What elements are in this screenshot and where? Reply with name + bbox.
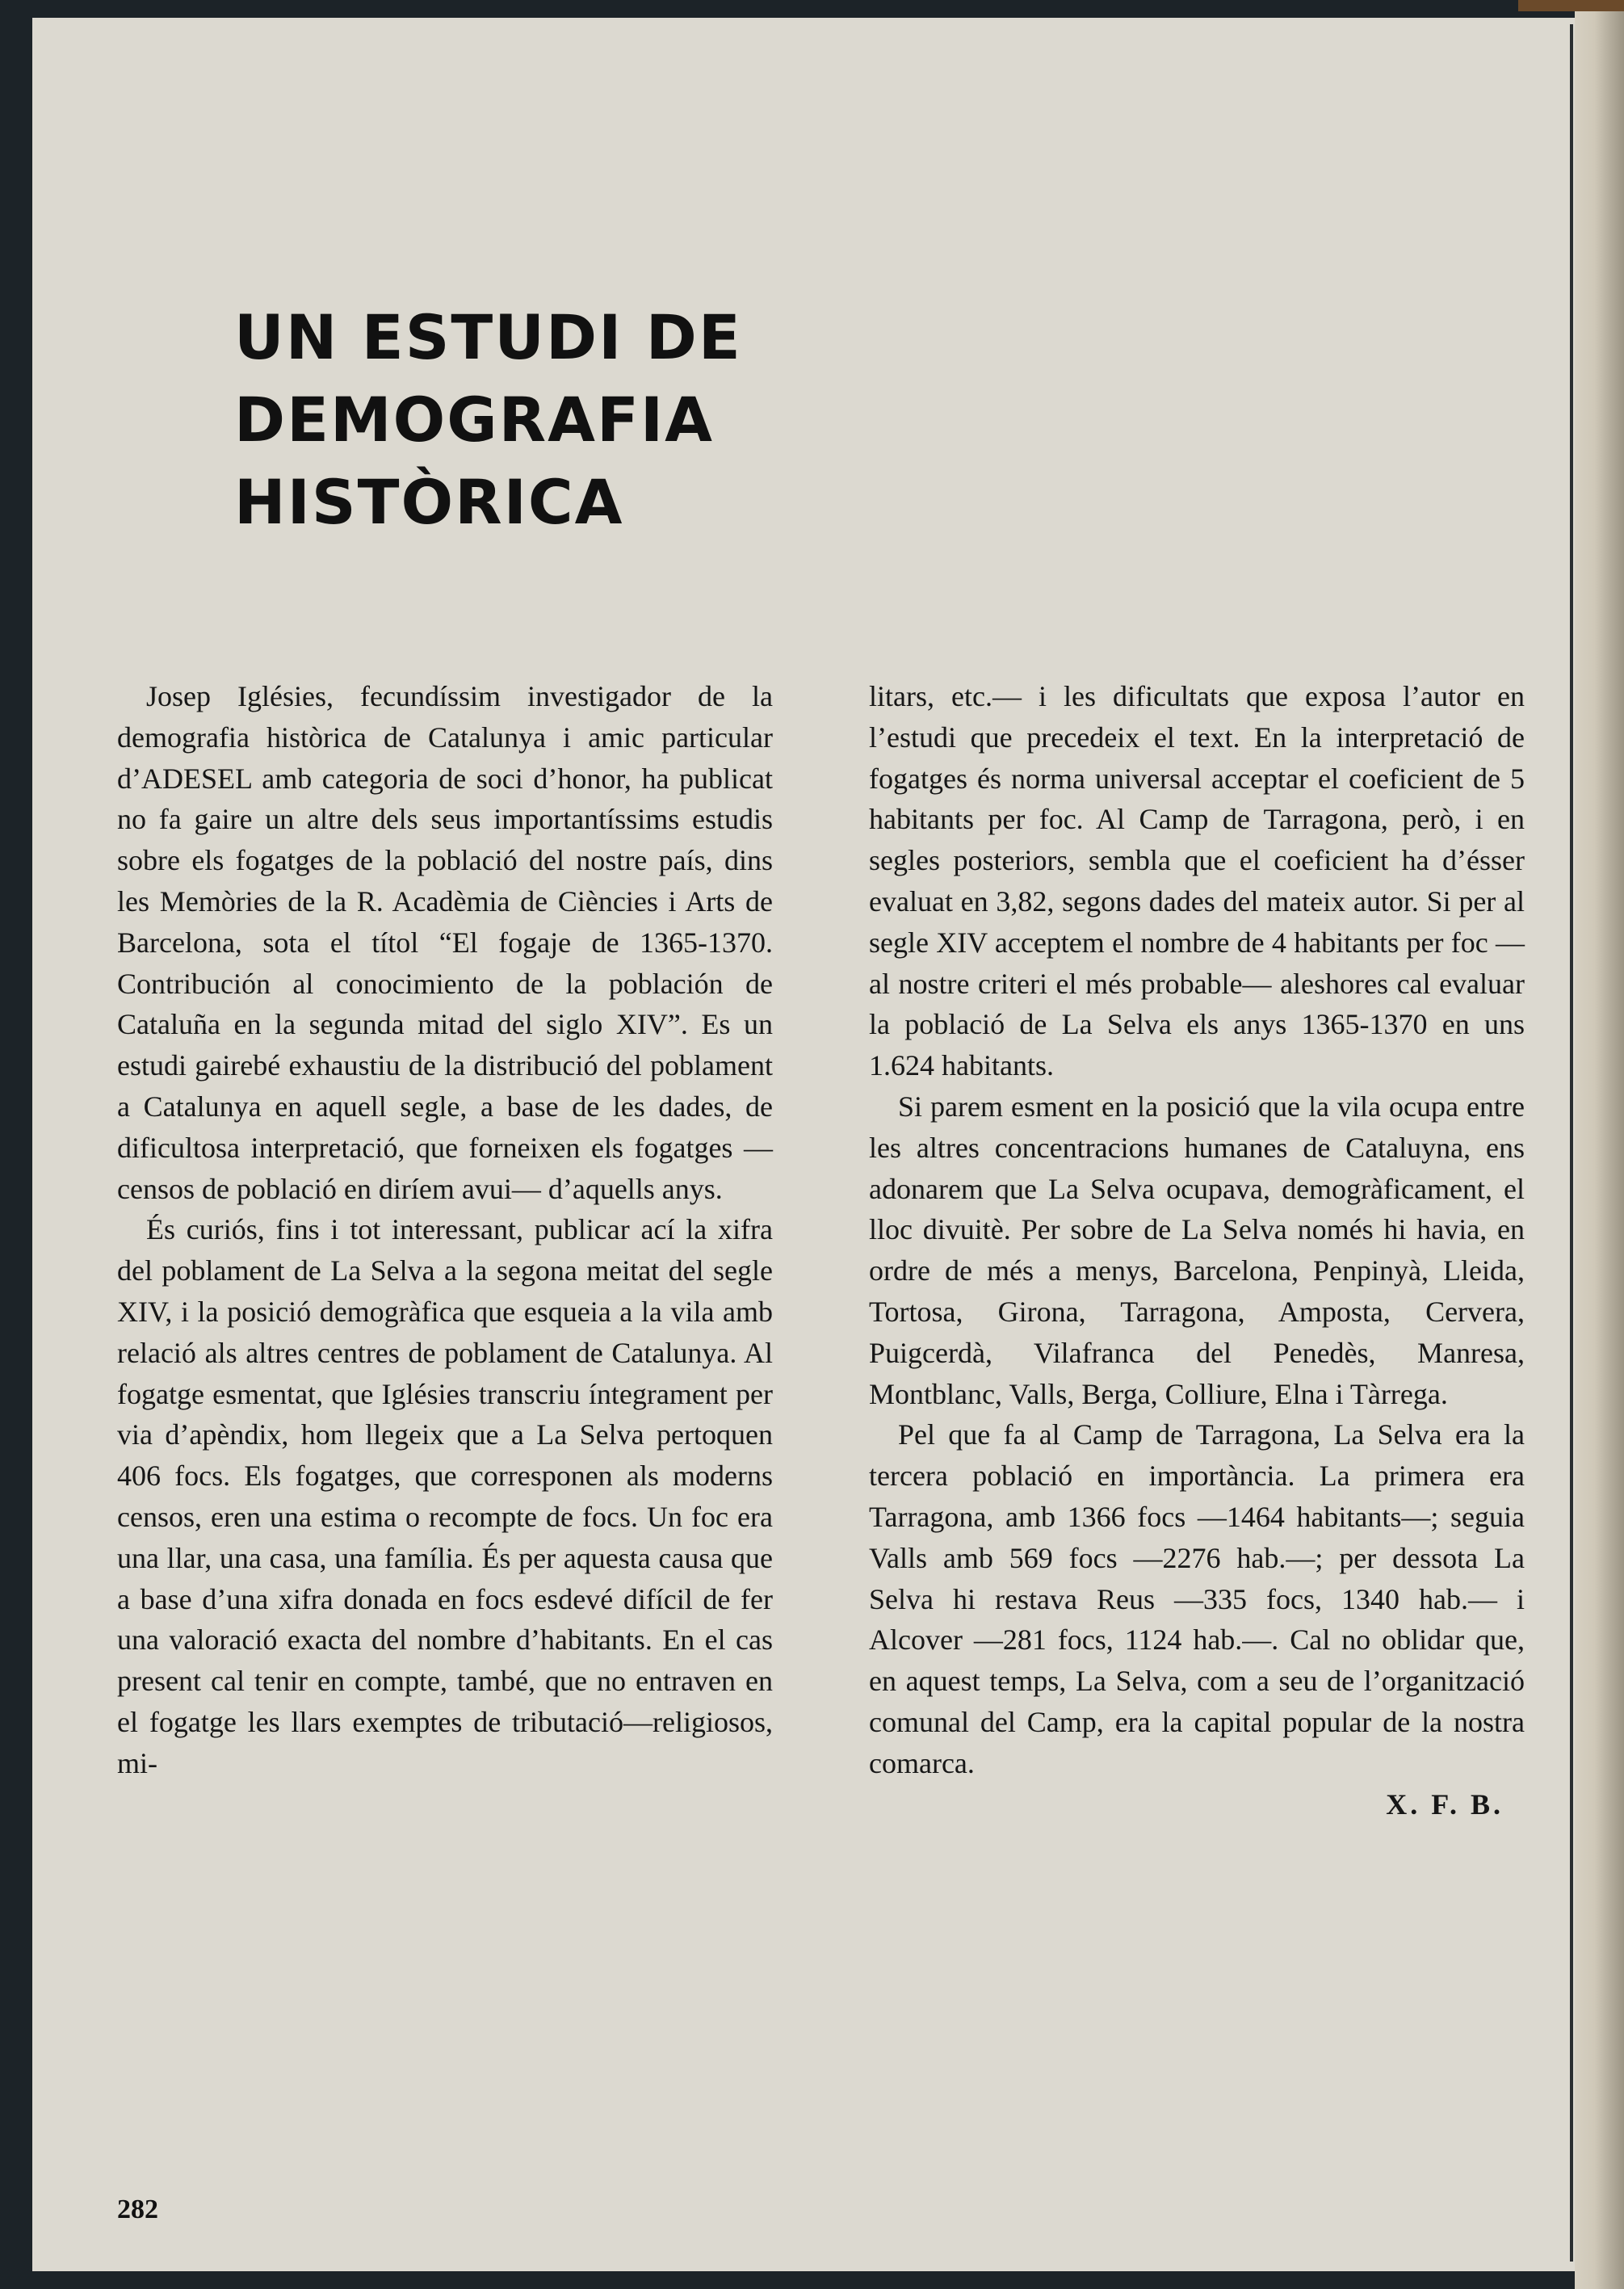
next-page-edge <box>1575 0 1624 2289</box>
title-line-2: DEMOGRAFIA <box>234 384 714 456</box>
paragraph: Si parem esment en la posició que la vila ocupa entre les altres concentracions humanes de Cataluyna, ens adonarem que La Selva ocupava, demogràficament, el lloc divuitè. Per sobre de La Selva només hi havia, en ordre de més a menys, Barcelona, Penpinyà, Lleida, Tortosa, Girona, Tarragona, Amposta, Cervera, Puigcerdà, Vilafranca del Penedès, Manresa, Montblanc, Valls, Berga, Colliure, Elna i Tàrrega. <box>869 1090 1525 1410</box>
title-line-1: UN ESTUDI DE <box>234 301 742 373</box>
right-column <box>869 676 1525 1825</box>
document-page <box>32 18 1575 2271</box>
title-line-3: HISTÒRICA <box>234 466 624 538</box>
paragraph: Pel que fa al Camp de Tarragona, La Selva era la tercera població en importància. La primera era Tarragona, amb 1366 focs —1464 habitants—; seguia Valls amb 569 focs —2276 hab.—; per dessota La Selva hi restava Reus —335 focs, 1340 hab.— i Alcover —281 focs, 1124 hab.—. Cal no oblidar que, en aquest temps, La Selva, com a seu de l’organització comunal del Camp, era la capital popular de la nostra comarca. <box>869 1418 1525 1779</box>
paragraph: litars, etc.— i les dificultats que exposa l’autor en l’estudi que precedeix el text. En la interpretació de fogatges és norma universal acceptar el coeficient de 5 habitants per foc. Al Camp de Tarragona, però, i en segles posteriors, sembla que el coeficient ha d’ésser evaluat en 3,82, segons dades del mateix autor. Si per al segle XIV acceptem el nombre de 4 habitants per foc —al nostre criteri el més probable— aleshores cal evaluar la població de La Selva els anys 1365-1370 en uns 1.624 habitants. <box>869 680 1525 1082</box>
left-column <box>117 676 773 1784</box>
paragraph: És curiós, fins i tot interessant, publicar ací la xifra del poblament de La Selva a la segona meitat del segle XIV, i la posició demogràfica que esqueia a la vila amb relació als altres centres de poblament de Catalunya. Al fogatge esmentat, que Iglésies transcriu íntegrament per via d’apèndix, hom llegeix que a La Selva pertoquen 406 focs. Els fogatges, que corresponen als moderns censos, eren una estima o recompte de focs. Un foc era una llar, una casa, una família. És per aquesta causa que a base d’una xifra donada en focs esdevé difícil de fer una valoració exacta del nombre d’habitants. En el cas present cal tenir en compte, també, que no entraven en el fogatge les llars exemptes de tributació—religiosos, mi- <box>117 1213 773 1779</box>
article-title <box>234 296 799 544</box>
page-number: 282 <box>117 2194 158 2224</box>
author-signature: X. F. B. <box>1386 1787 1504 1821</box>
binding-corner <box>1518 0 1624 11</box>
page-fold-line <box>1570 24 1573 2262</box>
paragraph: Josep Iglésies, fecundíssim investigador de la demografia històrica de Catalunya i amic particular d’ADESEL amb categoria de soci d’honor, ha publicat no fa gaire un altre dels seus importantíssims estudis sobre els fogatges de la població del nostre país, dins les Memòries de la R. Acadèmia de Ciències i Arts de Barcelona, sota el títol “El fogaje de 1365-1370. Contribución al conocimiento de la población de Cataluña en la segunda mitad del siglo XIV”. Es un estudi gairebé exhaustiu de la distribució del poblament a Catalunya en aquell segle, a base de les dades, de dificultosa interpretació, que forneixen els fogatges —censos de població en diríem avui— d’aquells anys. <box>117 680 773 1205</box>
